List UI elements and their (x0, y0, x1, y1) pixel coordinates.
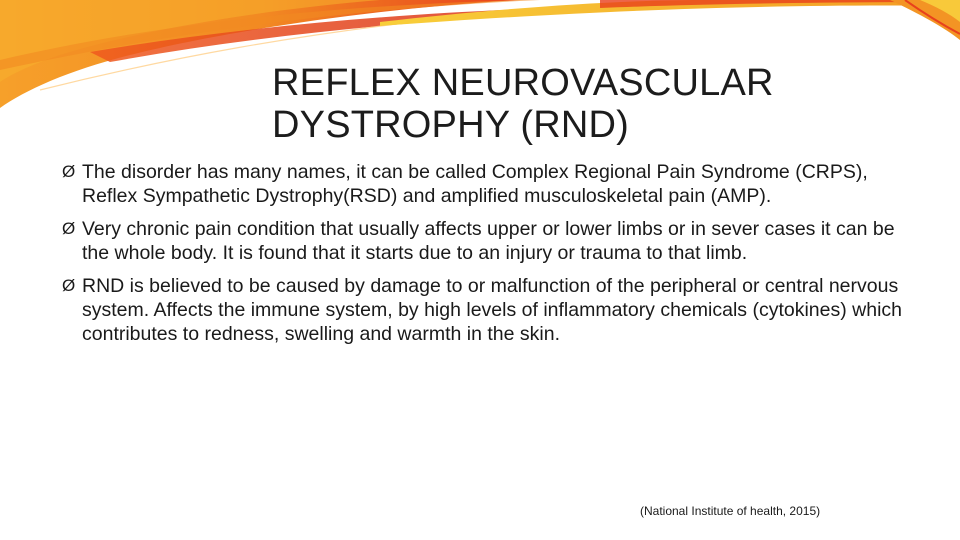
bullet-text: The disorder has many names, it can be called Complex Regional Pain Syndrome (CRPS), Reflex Sympathetic Dystrophy(RSD) and amplified musculoskeletal pain (AMP). (82, 161, 868, 207)
arrow-bullet-icon: Ø (62, 276, 76, 295)
citation: (National Institute of health, 2015) (640, 504, 821, 518)
bullet-item (62, 274, 912, 346)
bullet-item (62, 217, 912, 265)
bullet-text: Very chronic pain condition that usually affects upper or lower limbs or in sever cases it can be the whole body. It is found that it starts due to an injury or trauma to that limb. (82, 218, 895, 264)
bullet-item (62, 160, 912, 208)
slide-title (272, 62, 912, 146)
slide-title-line-2: DYSTROPHY (RND) (272, 104, 629, 146)
arrow-bullet-icon: Ø (62, 219, 76, 238)
bullet-text: RND is believed to be caused by damage to or malfunction of the peripheral or central nervous system. Affects the immune system, by high levels of inflammatory chemicals (cytokines) which contributes to redness, swelling and warmth in the skin. (82, 275, 903, 345)
arrow-bullet-icon: Ø (62, 162, 76, 181)
slide-title-line-1: REFLEX NEUROVASCULAR (272, 62, 774, 104)
bullet-list (62, 160, 912, 355)
